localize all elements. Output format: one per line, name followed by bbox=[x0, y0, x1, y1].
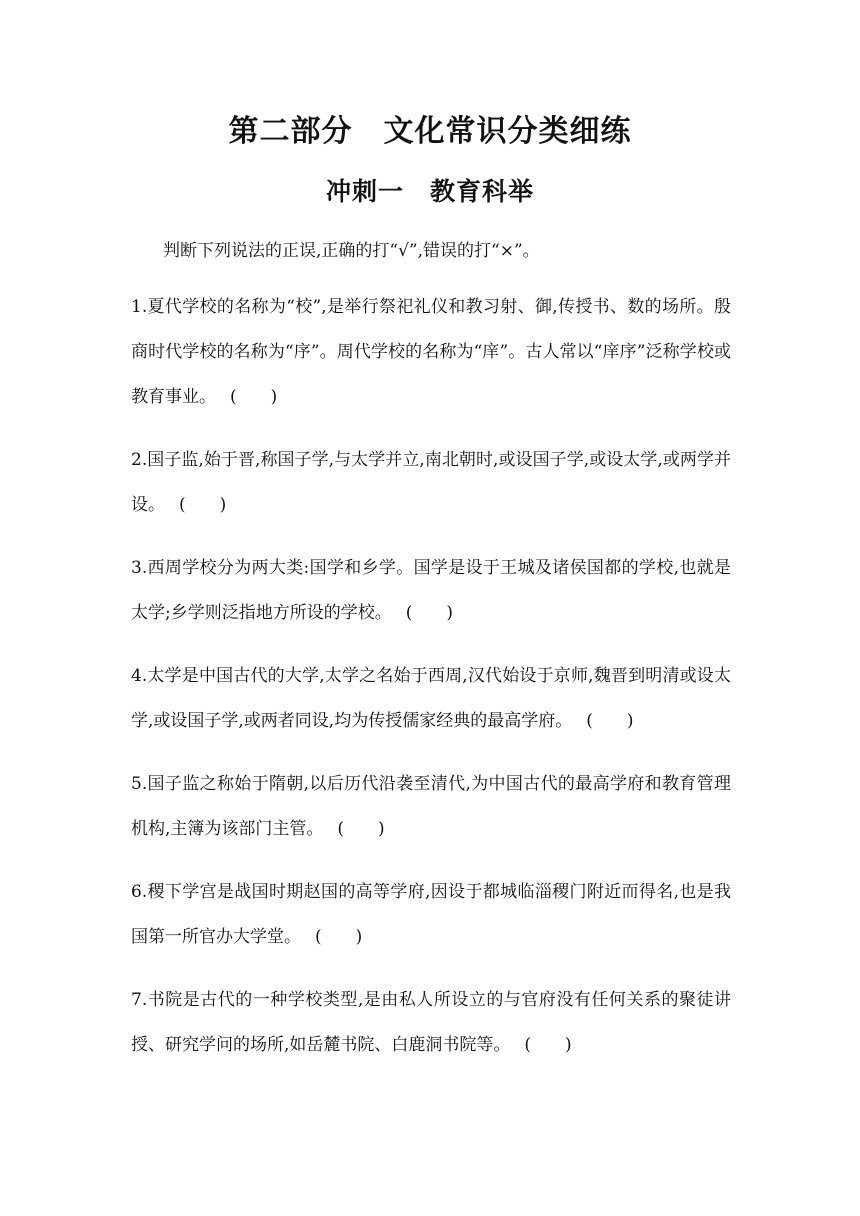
instruction-text: 判断下列说法的正误,正确的打“√”,错误的打“×”。 bbox=[163, 241, 540, 261]
page-title: 第二部分 文化常识分类细练 bbox=[228, 114, 632, 149]
question-text: 3.西周学校分为两大类:国学和乡学。国学是设于王城及诸侯国都的学校,也就是太学;乡学则泛指地方所设的学校。 bbox=[131, 558, 731, 623]
question-item bbox=[131, 546, 731, 636]
question-text: 4.太学是中国古代的大学,太学之名始于西周,汉代始设于京师,魏晋到明清或设太学,或设国子学,或两者同设,均为传授儒家经典的最高学府。 bbox=[131, 666, 731, 731]
question-item bbox=[131, 285, 731, 420]
section-title: 冲刺一 教育科举 bbox=[325, 177, 534, 206]
answer-blank: ( ) bbox=[405, 603, 453, 623]
answer-blank: ( ) bbox=[230, 387, 278, 407]
answer-blank: ( ) bbox=[586, 711, 634, 731]
question-list bbox=[131, 285, 731, 1086]
question-text: 6.稷下学宫是战国时期赵国的高等学府,因设于都城临淄稷门附近而得名,也是我国第一所官办大学堂。 bbox=[131, 882, 731, 947]
question-item bbox=[131, 654, 731, 744]
question-item bbox=[131, 870, 731, 960]
answer-blank: ( ) bbox=[337, 819, 385, 839]
question-text: 7.书院是古代的一种学校类型,是由私人所设立的与官府没有任何关系的聚徒讲授、研究学问的场所,如岳麓书院、白鹿洞书院等。 bbox=[131, 990, 731, 1055]
question-text: 1.夏代学校的名称为“校”,是举行祭祀礼仪和教习射、御,传授书、数的场所。殷商时代学校的名称为“序”。周代学校的名称为“庠”。古人常以“庠序”泛称学校或教育事业。 bbox=[131, 297, 731, 407]
answer-blank: ( ) bbox=[524, 1035, 572, 1055]
question-text: 2.国子监,始于晋,称国子学,与太学并立,南北朝时,或设国子学,或设太学,或两学并设。 bbox=[131, 450, 731, 515]
question-text: 5.国子监之称始于隋朝,以后历代沿袭至清代,为中国古代的最高学府和教育管理机构,主簿为该部门主管。 bbox=[131, 774, 731, 839]
question-item bbox=[131, 978, 731, 1068]
answer-blank: ( ) bbox=[179, 495, 227, 515]
answer-blank: ( ) bbox=[315, 927, 363, 947]
question-item bbox=[131, 762, 731, 852]
question-item bbox=[131, 438, 731, 528]
